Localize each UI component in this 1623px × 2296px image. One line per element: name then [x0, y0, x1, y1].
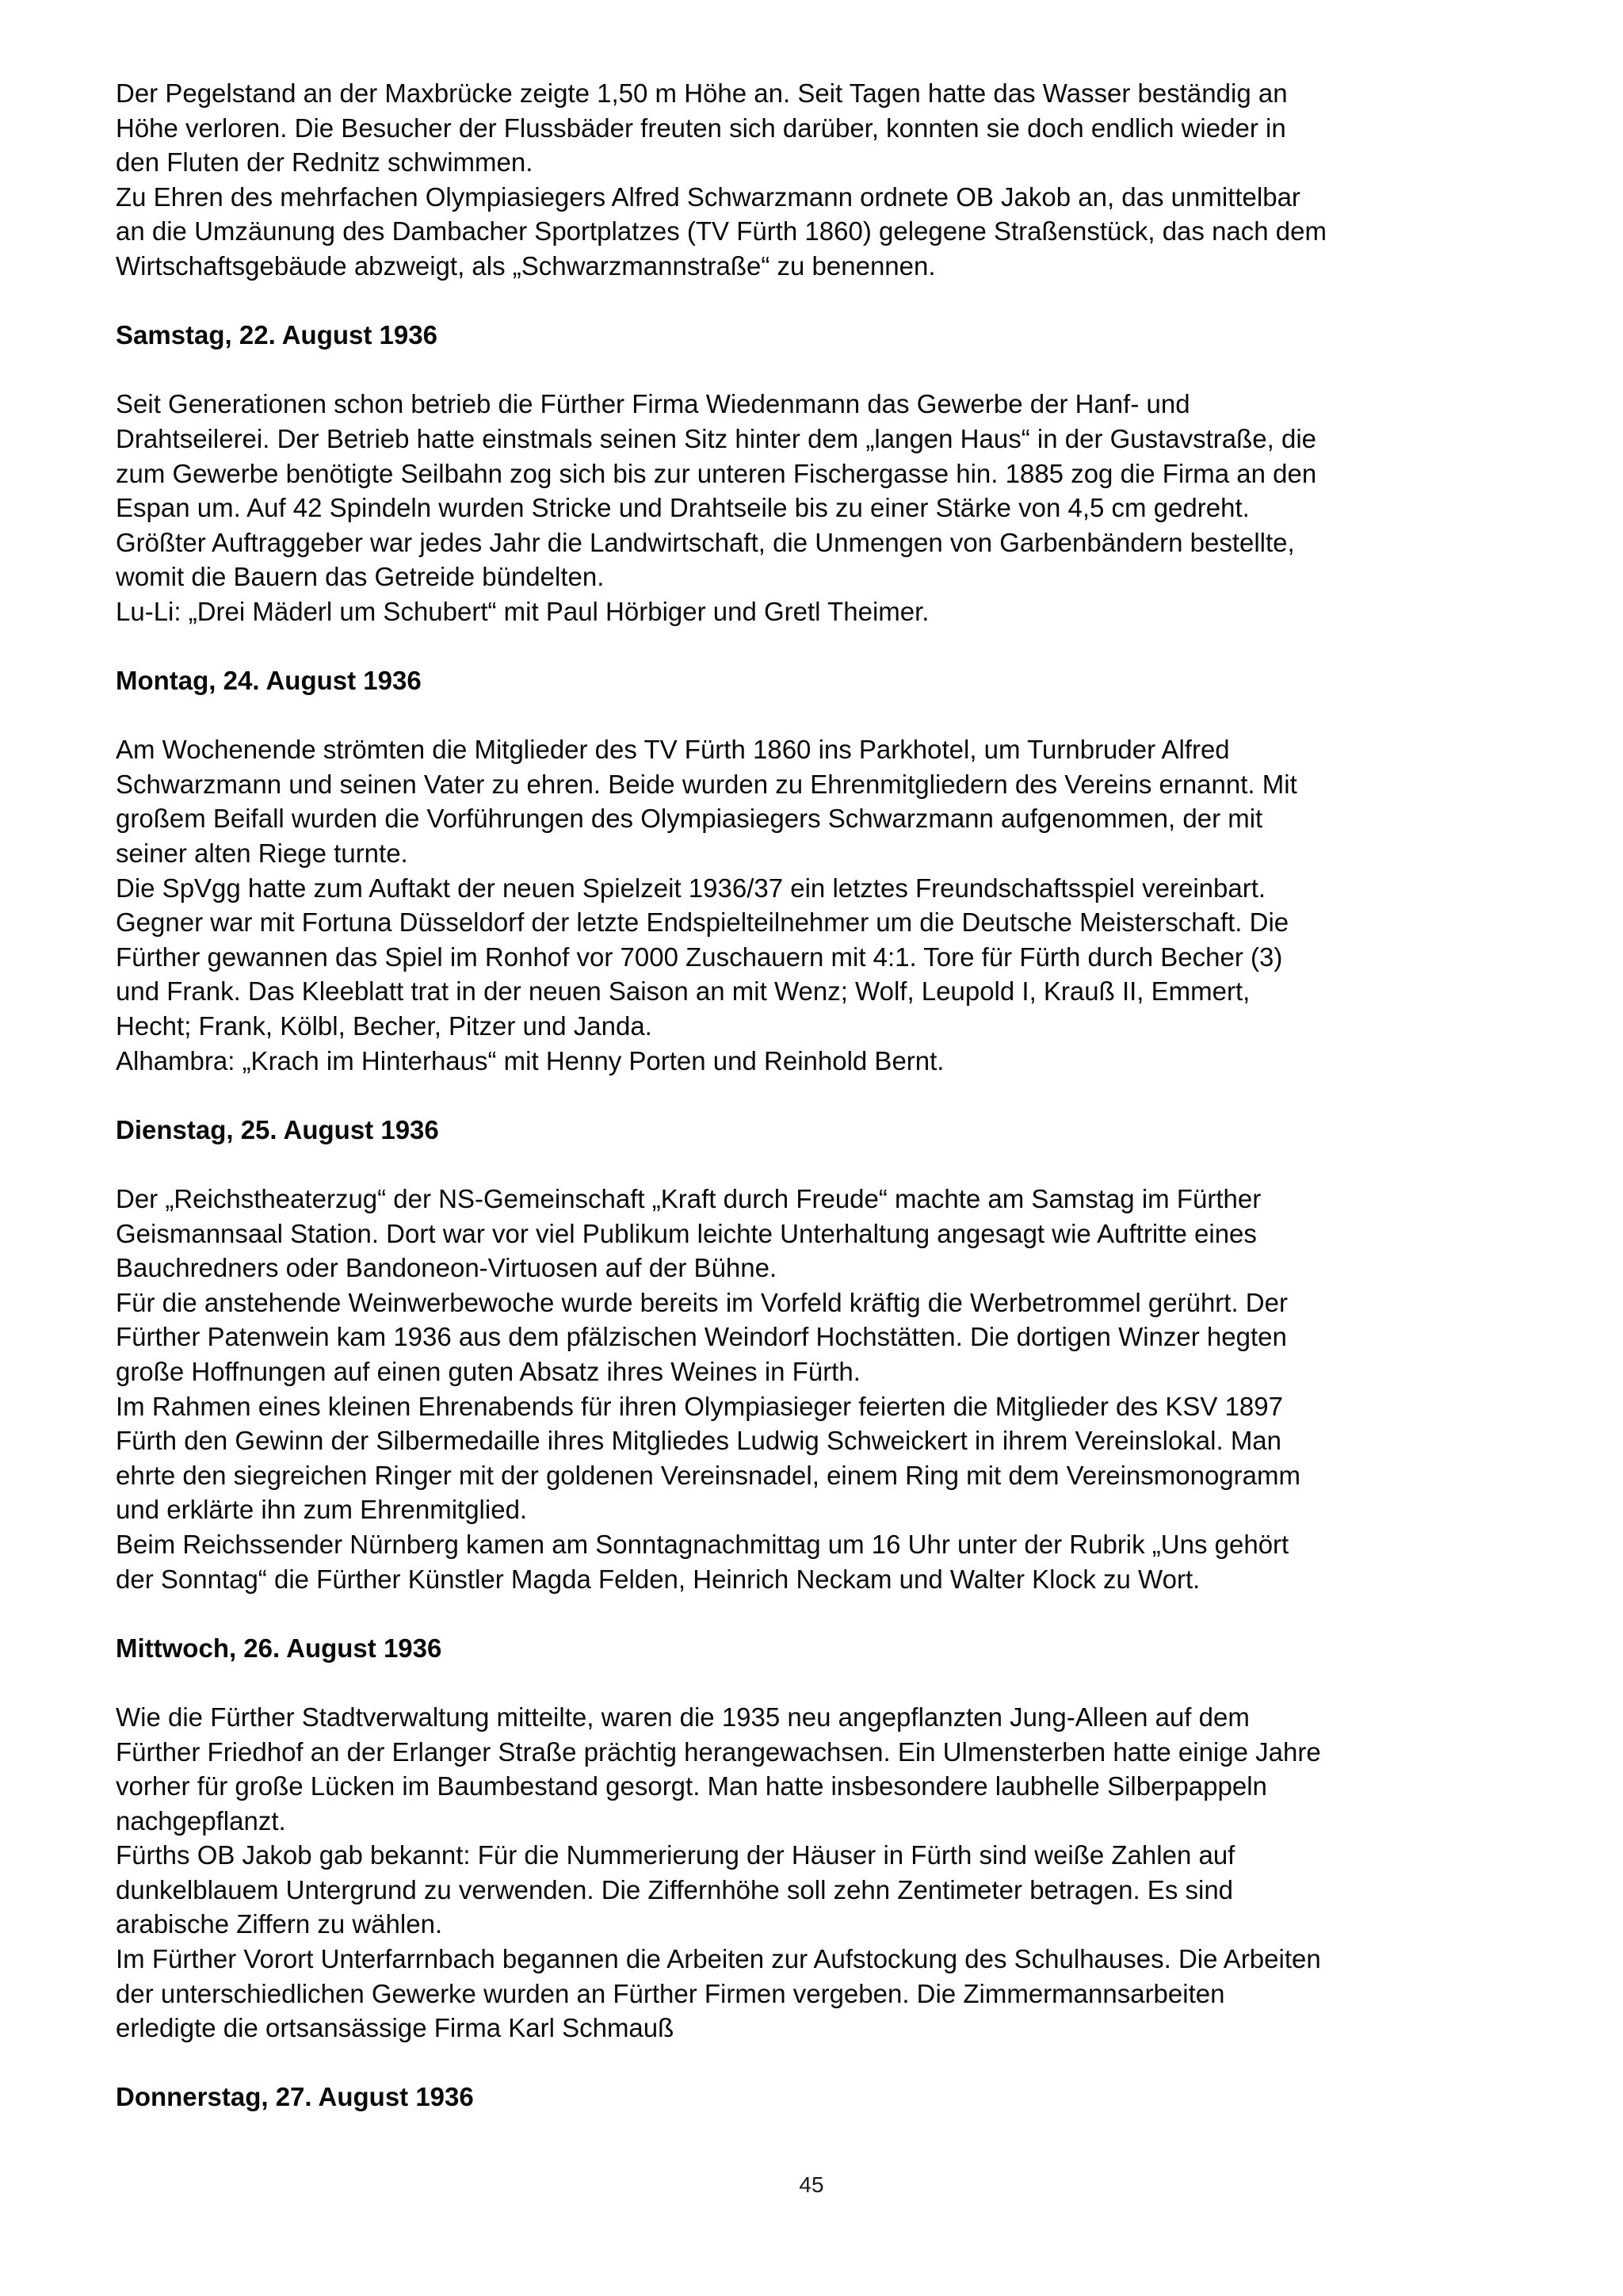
- text-line: seiner alten Riege turnte.: [116, 839, 408, 869]
- text-line: Fürther Friedhof an der Erlanger Straße prächtig herangewachsen. Ein Ulmensterben hatte einige Jahre: [116, 1736, 1321, 1767]
- text-line: den Fluten der Rednitz schwimmen.: [116, 147, 533, 178]
- blank-line: [116, 1596, 1522, 1631]
- section-heading: Dienstag, 25. August 1936: [116, 1114, 439, 1144]
- text-line: dunkelblauem Untergrund zu verwenden. Die Ziffernhöhe soll zehn Zentimeter betragen. Es sind: [116, 1874, 1234, 1904]
- text-line: Alhambra: „Krach im Hinterhaus“ mit Henny Porten und Reinhold Bernt.: [116, 1045, 945, 1075]
- section-heading: Mittwoch, 26. August 1936: [116, 1633, 442, 1663]
- blank-line: [116, 284, 1522, 319]
- text-line: erledigte die ortsansässige Firma Karl Schmauß: [116, 2013, 674, 2043]
- text-line: Der Pegelstand an der Maxbrücke zeigte 1,50 m Höhe an. Seit Tagen hatte das Wasser beständig an: [116, 78, 1288, 108]
- text-line: und erklärte ihn zum Ehrenmitglied.: [116, 1495, 528, 1525]
- text-line: Bauchredners oder Bandoneon-Virtuosen auf der Bühne.: [116, 1253, 777, 1283]
- text-line: Für die anstehende Weinwerbewoche wurde bereits im Vorfeld kräftig die Werbetrommel gerührt. Der: [116, 1287, 1288, 1317]
- blank-line: [116, 1078, 1522, 1113]
- text-line: Hecht; Frank, Kölbl, Becher, Pitzer und Janda.: [116, 1011, 652, 1041]
- text-line: Der „Reichstheaterzug“ der NS-Gemeinschaft „Kraft durch Freude“ machte am Samstag im Fürther: [116, 1184, 1262, 1213]
- blank-line: [116, 698, 1522, 733]
- text-line: und Frank. Das Kleeblatt trat in der neuen Saison an mit Wenz; Wolf, Leupold I, Krauß II, Emmert,: [116, 976, 1251, 1007]
- text-line: Schwarzmann und seinen Vater zu ehren. Beide wurden zu Ehrenmitgliedern des Vereins ernannt. Mit: [116, 769, 1297, 799]
- text-line: der unterschiedlichen Gewerke wurden an Fürther Firmen vergeben. Die Zimmermannsarbeiten: [116, 1978, 1225, 2008]
- text-line: Am Wochenende strömten die Mitglieder des TV Fürth 1860 ins Parkhotel, um Turnbruder Alfred: [116, 735, 1230, 765]
- section-heading: Montag, 24. August 1936: [116, 666, 422, 696]
- text-line: Seit Generationen schon betrieb die Fürther Firma Wiedenmann das Gewerbe der Hanf- und: [116, 389, 1190, 419]
- blank-line: [116, 1665, 1522, 1700]
- text-line: große Hoffnungen auf einen guten Absatz ihres Weines in Fürth.: [116, 1356, 861, 1386]
- text-line: Zu Ehren des mehrfachen Olympiasiegers Alfred Schwarzmann ordnete OB Jakob an, das unmittelbar: [116, 181, 1300, 212]
- text-line: womit die Bauern das Getreide bündelten.: [116, 562, 605, 592]
- text-line: Espan um. Auf 42 Spindeln wurden Stricke und Drahtseile bis zu einer Stärke von 4,5 cm gedreht.: [116, 493, 1250, 523]
- text-line: Die SpVgg hatte zum Auftakt der neuen Spielzeit 1936/37 ein letztes Freundschaftsspiel vereinbart.: [116, 873, 1266, 903]
- blank-line: [116, 629, 1522, 664]
- text-line: Fürther Patenwein kam 1936 aus dem pfälzischen Weindorf Hochstätten. Die dortigen Winzer hegten: [116, 1322, 1287, 1352]
- text-line: Fürths OB Jakob gab bekannt: Für die Nummerierung der Häuser in Fürth sind weiße Zahlen auf: [116, 1840, 1235, 1870]
- section-heading: Donnerstag, 27. August 1936: [116, 2082, 474, 2112]
- text-line: an die Umzäunung des Dambacher Sportplatzes (TV Fürth 1860) gelegene Straßenstück, das nach dem: [116, 216, 1327, 246]
- document-content: [116, 76, 1522, 2149]
- text-line: arabische Ziffern zu wählen.: [116, 1909, 443, 1939]
- text-line: Höhe verloren. Die Besucher der Flussbäder freuten sich darüber, konnten sie doch endlich wieder in: [116, 113, 1286, 143]
- blank-line: [116, 2046, 1522, 2080]
- text-line: ehrte den siegreichen Ringer mit der goldenen Vereinsnadel, einem Ring mit dem Vereinsmonogramm: [116, 1460, 1300, 1490]
- text-line: vorher für große Lücken im Baumbestand gesorgt. Man hatte insbesondere laubhelle Silberpappeln: [116, 1771, 1267, 1801]
- text-line: Lu-Li: „Drei Mäderl um Schubert“ mit Paul Hörbiger und Gretl Theimer.: [116, 596, 930, 626]
- text-line: Beim Reichssender Nürnberg kamen am Sonntagnachmittag um 16 Uhr unter der Rubrik „Uns gehört: [116, 1529, 1289, 1559]
- blank-line: [116, 2115, 1522, 2149]
- text-line: zum Gewerbe benötigte Seilbahn zog sich bis zur unteren Fischergasse hin. 1885 zog die Firma an den: [116, 458, 1317, 488]
- text-line: Drahtseilerei. Der Betrieb hatte einstmals seinen Sitz hinter dem „langen Haus“ in der Gustavstraße, die: [116, 423, 1317, 453]
- section-heading: Samstag, 22. August 1936: [116, 320, 437, 350]
- text-line: großem Beifall wurden die Vorführungen des Olympiasiegers Schwarzmann aufgenommen, der mit: [116, 804, 1263, 834]
- blank-line: [116, 353, 1522, 388]
- text-line: Im Fürther Vorort Unterfarrnbach begannen die Arbeiten zur Aufstockung des Schulhauses. Die Arbeiten: [116, 1944, 1321, 1974]
- text-line: Fürther gewannen das Spiel im Ronhof vor 7000 Zuschauern mit 4:1. Tore für Fürth durch Becher (3): [116, 942, 1283, 972]
- blank-line: [116, 1147, 1522, 1182]
- text-line: Gegner war mit Fortuna Düsseldorf der letzte Endspielteilnehmer um die Deutsche Meisterschaft. Die: [116, 907, 1289, 938]
- text-line: Im Rahmen eines kleinen Ehrenabends für ihren Olympiasieger feierten die Mitglieder des KSV 1897: [116, 1391, 1283, 1421]
- text-line: nachgepflanzt.: [116, 1805, 286, 1836]
- text-line: Wirtschaftsgebäude abzweigt, als „Schwarzmannstraße“ zu benennen.: [116, 250, 936, 281]
- text-line: der Sonntag“ die Fürther Künstler Magda Felden, Heinrich Neckam und Walter Klock zu Wort.: [116, 1564, 1201, 1594]
- page-number: 45: [799, 2172, 824, 2197]
- text-line: Größter Auftraggeber war jedes Jahr die Landwirtschaft, die Unmengen von Garbenbändern bestellte,: [116, 527, 1295, 557]
- text-line: Geismannsaal Station. Dort war vor viel Publikum leichte Unterhaltung angesagt wie Auftritte eines: [116, 1218, 1257, 1248]
- text-line: Wie die Fürther Stadtverwaltung mitteilte, waren die 1935 neu angepflanzten Jung-Alleen auf dem: [116, 1702, 1250, 1732]
- text-line: Fürth den Gewinn der Silbermedaille ihres Mitgliedes Ludwig Schweickert in ihrem Vereinslokal. Man: [116, 1426, 1282, 1456]
